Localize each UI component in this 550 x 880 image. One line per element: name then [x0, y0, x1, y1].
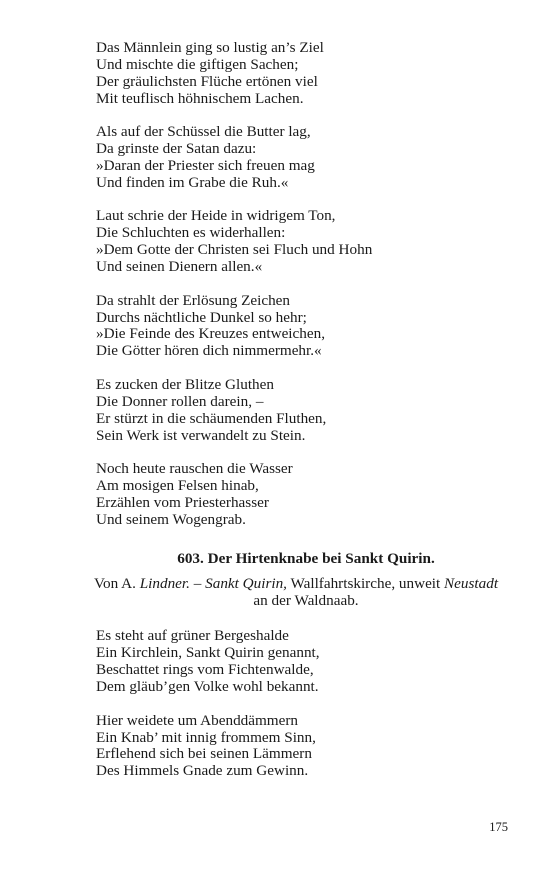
verse-line: Die Schluchten es widerhallen: — [96, 224, 286, 242]
source-town: Neustadt — [444, 574, 499, 592]
source-line-2: an der Waldnaab. — [253, 591, 359, 609]
poem1-stanza-6 — [96, 461, 516, 529]
source-dash: – — [189, 574, 206, 592]
verse-line: Laut schrie der Heide in widrigem Ton, — [96, 207, 336, 225]
page-number: 175 — [489, 820, 508, 834]
verse-line: Ein Knab’ mit innig frommem Sinn, — [96, 728, 316, 746]
verse-line: Sein Werk ist verwandelt zu Stein. — [96, 426, 306, 444]
source-author: Lindner. — [139, 574, 190, 592]
verse-line: Beschattet rings vom Fichtenwalde, — [96, 661, 314, 679]
poem1-stanza-1 — [96, 40, 516, 108]
verse-line: Es zucken der Blitze Gluthen — [96, 375, 274, 393]
source-prefix: Von A. — [94, 574, 140, 592]
verse-line: Erzählen vom Priesterhasser — [96, 493, 269, 511]
verse-line: Und finden im Grabe die Ruh.« — [96, 173, 289, 191]
source-line-1 — [94, 576, 516, 593]
poem1-stanza-5 — [96, 377, 516, 445]
verse-line: Die Götter hören dich nimmermehr.« — [96, 342, 322, 360]
verse-line: Durchs nächtliche Dunkel so hehr; — [96, 308, 307, 326]
verse-line: »Dem Gotte der Christen sei Fluch und Hohn — [96, 241, 373, 259]
poem1-stanza-3 — [96, 208, 516, 276]
poem1-stanza-4 — [96, 293, 516, 361]
section-heading: 603. Der Hirtenknabe bei Sankt Quirin. — [177, 549, 435, 567]
verse-line: Und mischte die giftigen Sachen; — [96, 55, 299, 73]
text-column — [96, 40, 516, 797]
verse-line: Und seinem Wogengrab. — [96, 510, 246, 528]
verse-line: Am mosigen Felsen hinab, — [96, 477, 259, 494]
verse-line: Erflehend sich bei seinen Lämmern — [96, 745, 312, 763]
poem1-stanza-2 — [96, 124, 516, 192]
verse-line: Hier weidete um Abenddämmern — [96, 711, 299, 729]
verse-line: Der gräulichsten Flüche ertönen viel — [96, 72, 318, 90]
verse-line: Und seinen Dienern allen.« — [96, 258, 263, 276]
verse-line: Das Männlein ging so lustig an’s Ziel — [96, 39, 324, 56]
verse-line: »Daran der Priester sich freuen mag — [96, 157, 315, 175]
verse-line: Er stürzt in die schäumenden Fluthen, — [96, 409, 327, 427]
verse-line: Mit teuflisch höhnischem Lachen. — [96, 89, 304, 107]
verse-line: Da grinste der Satan dazu: — [96, 140, 257, 158]
source-middle: Wallfahrtskirche, unweit — [286, 574, 445, 592]
verse-line: Da strahlt der Erlösung Zeichen — [96, 291, 290, 309]
verse-line: »Die Feinde des Kreuzes entweichen, — [96, 325, 325, 343]
poem2-stanza-2 — [96, 713, 516, 781]
verse-line: Des Himmels Gnade zum Gewinn. — [96, 762, 309, 780]
verse-line: Dem gläub’gen Volke wohl bekannt. — [96, 678, 319, 696]
verse-line: Noch heute rauschen die Wasser — [96, 460, 293, 478]
verse-line: Es steht auf grüner Bergeshalde — [96, 627, 289, 645]
poem2-stanza-1 — [96, 628, 516, 696]
verse-line: Die Donner rollen darein, – — [96, 392, 264, 410]
source-place: Sankt Quirin, — [205, 574, 287, 592]
verse-line: Als auf der Schüssel die Butter lag, — [96, 123, 311, 141]
verse-line: Ein Kirchlein, Sankt Quirin genannt, — [96, 644, 320, 662]
section-source — [96, 576, 516, 610]
